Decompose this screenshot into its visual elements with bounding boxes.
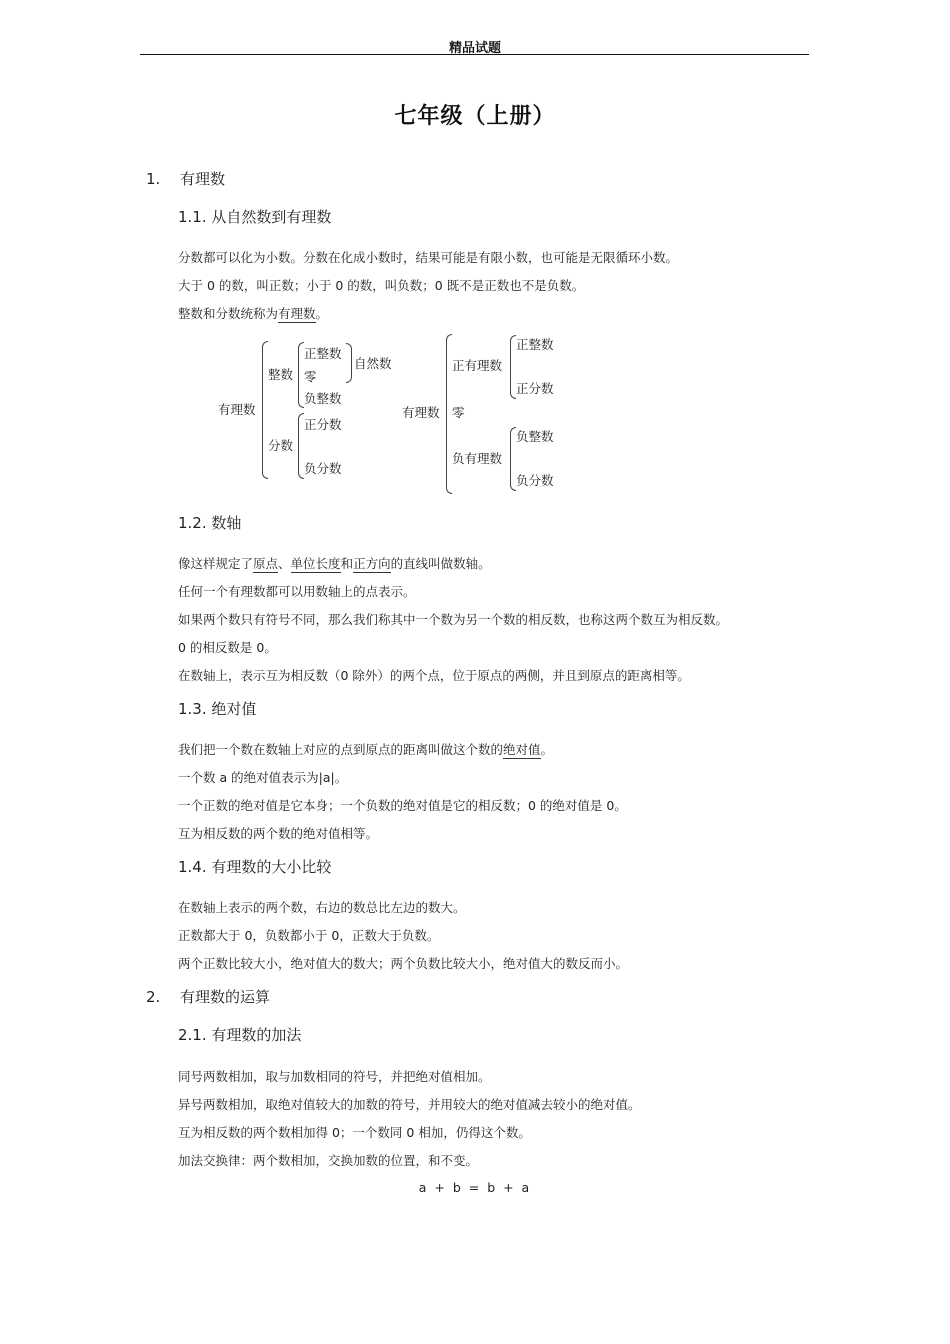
tree-root-label: 有理数 [218, 402, 256, 417]
text-span: 。 [540, 742, 554, 757]
brace-root [262, 341, 268, 479]
paragraph: 大于 0 的数，叫正数；小于 0 的数，叫负数；0 既不是正数也不是负数。 [178, 278, 585, 293]
paragraph: 如果两个数只有符号不同，那么我们称其中一个数为另一个数的相反数，也称这两个数互为相反数。 [178, 612, 729, 627]
paragraph: 在数轴上表示的两个数，右边的数总比左边的数大。 [178, 900, 466, 915]
page-header-title: 精品试题 [448, 41, 501, 56]
section-1-1-heading: 1.1. 从自然数到有理数 [178, 208, 332, 226]
tree-pos-rational-label: 正有理数 [452, 358, 503, 373]
tree-root-label: 有理数 [402, 405, 440, 420]
tree-zero-label: 零 [452, 405, 465, 420]
paragraph [178, 554, 491, 572]
tree-neg-rational-label: 负有理数 [452, 451, 503, 466]
paragraph: 分数都可以化为小数。分数在化成小数时，结果可能是有限小数，也可能是无限循环小数。 [178, 250, 679, 265]
tree-fraction-label: 分数 [268, 438, 294, 453]
paragraph: 互为相反数的两个数相加得 0；一个数同 0 相加，仍得这个数。 [178, 1125, 531, 1140]
section-1-title: 有理数 [180, 170, 226, 188]
text-span: 的直线叫做数轴。 [390, 556, 491, 571]
tree-natural-label: 自然数 [354, 356, 392, 371]
section-2-number: 2. [146, 988, 161, 1006]
underlined-term: 原点 [253, 556, 279, 571]
paragraph: 加法交换律：两个数相加，交换加数的位置，和不变。 [178, 1153, 479, 1168]
underlined-term: 有理数 [278, 306, 316, 321]
text-span: 和 [340, 556, 354, 571]
paragraph: 在数轴上，表示互为相反数（0 除外）的两个点，位于原点的两侧，并且到原点的距离相等。 [178, 668, 690, 683]
text-span: 我们把一个数在数轴上对应的点到原点的距离叫做这个数的 [178, 742, 504, 757]
text-span: 。 [315, 306, 329, 321]
formula-commutative-addition: a + b = b + a [418, 1180, 532, 1195]
paragraph: 0 的相反数是 0。 [178, 640, 277, 655]
section-1-2-heading: 1.2. 数轴 [178, 514, 242, 532]
tree-pos-frac-label: 正分数 [516, 381, 554, 396]
section-1-4-heading: 1.4. 有理数的大小比较 [178, 858, 332, 876]
paragraph: 异号两数相加，取绝对值较大的加数的符号，并用较大的绝对值减去较小的绝对值。 [178, 1097, 641, 1112]
tree-neg-int-label: 负整数 [304, 391, 342, 406]
section-1-heading [146, 168, 225, 189]
tree-pos-int-label: 正整数 [516, 337, 554, 352]
paragraph: 正数都大于 0，负数都小于 0，正数大于负数。 [178, 928, 440, 943]
text-span: 整数和分数统称为 [178, 306, 279, 321]
section-1-3-heading: 1.3. 绝对值 [178, 700, 257, 718]
tree-pos-int-label: 正整数 [304, 346, 342, 361]
header-divider [140, 54, 809, 55]
tree-neg-frac-label: 负分数 [304, 461, 342, 476]
section-2-heading [146, 986, 270, 1007]
tree-integer-label: 整数 [268, 367, 294, 382]
underlined-term: 绝对值 [503, 742, 541, 757]
section-2-1-heading: 2.1. 有理数的加法 [178, 1026, 302, 1044]
paragraph: 一个数 a 的绝对值表示为|a|。 [178, 770, 348, 785]
paragraph: 两个正数比较大小，绝对值大的数大；两个负数比较大小，绝对值大的数反而小。 [178, 956, 629, 971]
paragraph: 互为相反数的两个数的绝对值相等。 [178, 826, 379, 841]
paragraph: 任何一个有理数都可以用数轴上的点表示。 [178, 584, 416, 599]
paragraph [178, 304, 328, 322]
section-1-number: 1. [146, 170, 161, 188]
tree-pos-frac-label: 正分数 [304, 417, 342, 432]
section-2-title: 有理数的运算 [180, 988, 271, 1006]
brace-natural [346, 343, 352, 383]
tree-neg-int-label: 负整数 [516, 429, 554, 444]
underlined-term: 单位长度 [290, 556, 341, 571]
underlined-term: 正方向 [353, 556, 391, 571]
text-span: 像这样规定了 [178, 556, 254, 571]
text-span: 、 [278, 556, 291, 571]
paragraph: 同号两数相加，取与加数相同的符号，并把绝对值相加。 [178, 1069, 491, 1084]
paragraph [178, 740, 553, 758]
paragraph: 一个正数的绝对值是它本身；一个负数的绝对值是它的相反数；0 的绝对值是 0。 [178, 798, 627, 813]
tree-neg-frac-label: 负分数 [516, 473, 554, 488]
tree-zero-label: 零 [304, 369, 317, 384]
document-title: 七年级（上册） [394, 104, 556, 129]
